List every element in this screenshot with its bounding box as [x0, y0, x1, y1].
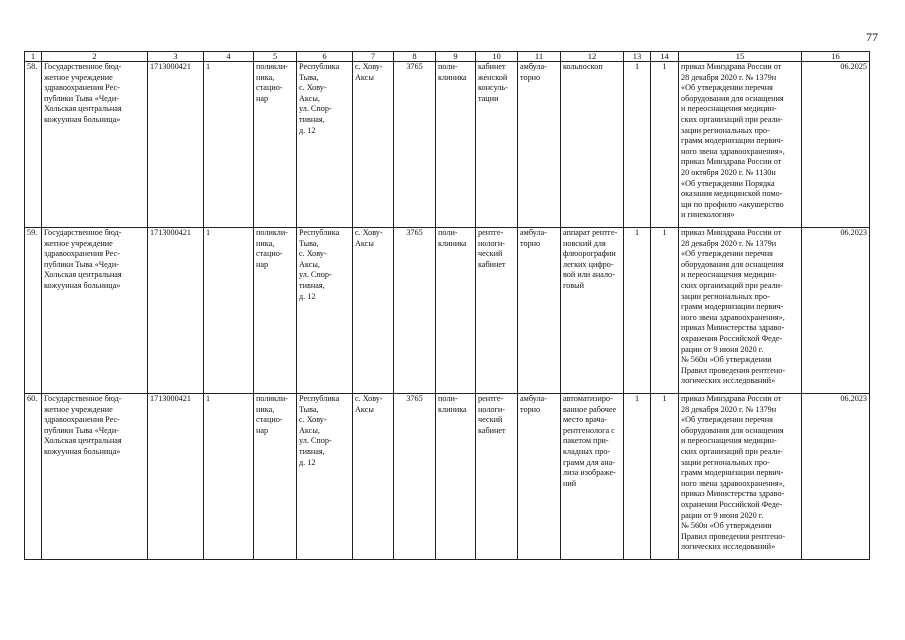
legal-basis: приказ Минздрава России от 28 декабря 2020 г. № 1379н «Об утверждении перечня оборудования для оснащения и переоснащения медицин- ских организаций при реали- зации региональных про- грамм модернизации первич- ного звена здравоохранения», приказ Министерства здраво- охранения Российской Феде- рации от 9 июня 2020 г. № 560н «Об утверждении Правил проведения рентгено- логических исследований»: [679, 394, 802, 560]
division: поли- клиника: [436, 394, 476, 560]
organization-code: 1713000421: [148, 394, 204, 560]
care-conditions: амбула- торно: [518, 228, 561, 394]
header-cell: 4: [204, 52, 254, 62]
settlement-code: 3765: [394, 394, 436, 560]
column-13-value: 1: [624, 394, 651, 560]
header-cell: 9: [436, 52, 476, 62]
row-number: 60.: [25, 394, 42, 560]
room: рентге- нологи- ческий кабинет: [476, 394, 518, 560]
facility-address: Республика Тыва, с. Хову- Аксы, ул. Спор- тивная, д. 12: [297, 394, 353, 560]
column-4-value: 1: [204, 228, 254, 394]
page-number: 77: [866, 30, 878, 44]
header-cell: 2: [42, 52, 148, 62]
row-number: 58.: [25, 62, 42, 228]
column-4-value: 1: [204, 394, 254, 560]
facility-type: поликли- ника, стацио- нар: [254, 62, 297, 228]
division: поли- клиника: [436, 228, 476, 394]
organization-name: Государственное бюд- жетное учреждение здравоохранения Рес- публики Тыва «Чеди- Хольская центральная кожуунная больница»: [42, 394, 148, 560]
equipment-name: кольпоскоп: [561, 62, 624, 228]
header-row: [25, 52, 870, 62]
settlement: с. Хову- Аксы: [353, 228, 394, 394]
legal-basis: приказ Минздрава России от 28 декабря 2020 г. № 1379н «Об утверждении перечня оборудования для оснащения и переоснащения медицин- ских организаций при реали- зации региональных про- грамм модернизации первич- ного звена здравоохранения», приказ Минздрава России от 20 октября 2020 г. № 1130н «Об утверждении Порядка оказания медицинской помо- щи по профилю «акушерство и гинекология»: [679, 62, 802, 228]
target-date: 06.2023: [802, 228, 870, 394]
settlement: с. Хову- Аксы: [353, 394, 394, 560]
row-number: 59.: [25, 228, 42, 394]
header-cell: 10: [476, 52, 518, 62]
header-cell: 1: [25, 52, 42, 62]
facility-address: Республика Тыва, с. Хову- Аксы, ул. Спор- тивная, д. 12: [297, 62, 353, 228]
care-conditions: амбула- торно: [518, 394, 561, 560]
facility-type: поликли- ника, стацио- нар: [254, 228, 297, 394]
header-cell: 14: [651, 52, 679, 62]
header-cell: 7: [353, 52, 394, 62]
header-cell: 15: [679, 52, 802, 62]
header-cell: 12: [561, 52, 624, 62]
settlement: с. Хову- Аксы: [353, 62, 394, 228]
organization-code: 1713000421: [148, 62, 204, 228]
organization-name: Государственное бюд- жетное учреждение здравоохранения Рес- публики Тыва «Чеди- Хольская центральная кожуунная больница»: [42, 62, 148, 228]
care-conditions: амбула- торно: [518, 62, 561, 228]
column-13-value: 1: [624, 228, 651, 394]
header-cell: 8: [394, 52, 436, 62]
room: рентге- нологи- ческий кабинет: [476, 228, 518, 394]
header-cell: 6: [297, 52, 353, 62]
legal-basis: приказ Минздрава России от 28 декабря 2020 г. № 1379н «Об утверждении перечня оборудования для оснащения и переоснащения медицин- ских организаций при реали- зации региональных про- грамм модернизации первич- ного звена здравоохранения», приказ Министерства здраво- охранения Российской Феде- рации от 9 июня 2020 г. № 560н «Об утверждении Правил проведения рентгено- логических исследований»: [679, 228, 802, 394]
facility-type: поликли- ника, стацио- нар: [254, 394, 297, 560]
table-row: [25, 62, 870, 228]
room: кабинет женской консуль- тации: [476, 62, 518, 228]
header-cell: 16: [802, 52, 870, 62]
equipment-registry-table: [24, 51, 870, 560]
column-13-value: 1: [624, 62, 651, 228]
equipment-name: автоматизиро- ванное рабочее место врача- рентгенолога с пакетом при- кладных про- грамм для ана- лиза изображе- ний: [561, 394, 624, 560]
settlement-code: 3765: [394, 62, 436, 228]
header-cell: 11: [518, 52, 561, 62]
organization-name: Государственное бюд- жетное учреждение здравоохранения Рес- публики Тыва «Чеди- Хольская центральная кожуунная больница»: [42, 228, 148, 394]
column-14-value: 1: [651, 62, 679, 228]
target-date: 06.2025: [802, 62, 870, 228]
header-cell: 5: [254, 52, 297, 62]
settlement-code: 3765: [394, 228, 436, 394]
organization-code: 1713000421: [148, 228, 204, 394]
target-date: 06.2023: [802, 394, 870, 560]
table-row: [25, 394, 870, 560]
column-4-value: 1: [204, 62, 254, 228]
facility-address: Республика Тыва, с. Хову- Аксы, ул. Спор- тивная, д. 12: [297, 228, 353, 394]
table-row: [25, 228, 870, 394]
column-14-value: 1: [651, 228, 679, 394]
equipment-name: аппарат рентге- новский для флюорографии легких цифро- вой или анало- говый: [561, 228, 624, 394]
header-cell: 13: [624, 52, 651, 62]
division: поли- клиника: [436, 62, 476, 228]
column-14-value: 1: [651, 394, 679, 560]
header-cell: 3: [148, 52, 204, 62]
